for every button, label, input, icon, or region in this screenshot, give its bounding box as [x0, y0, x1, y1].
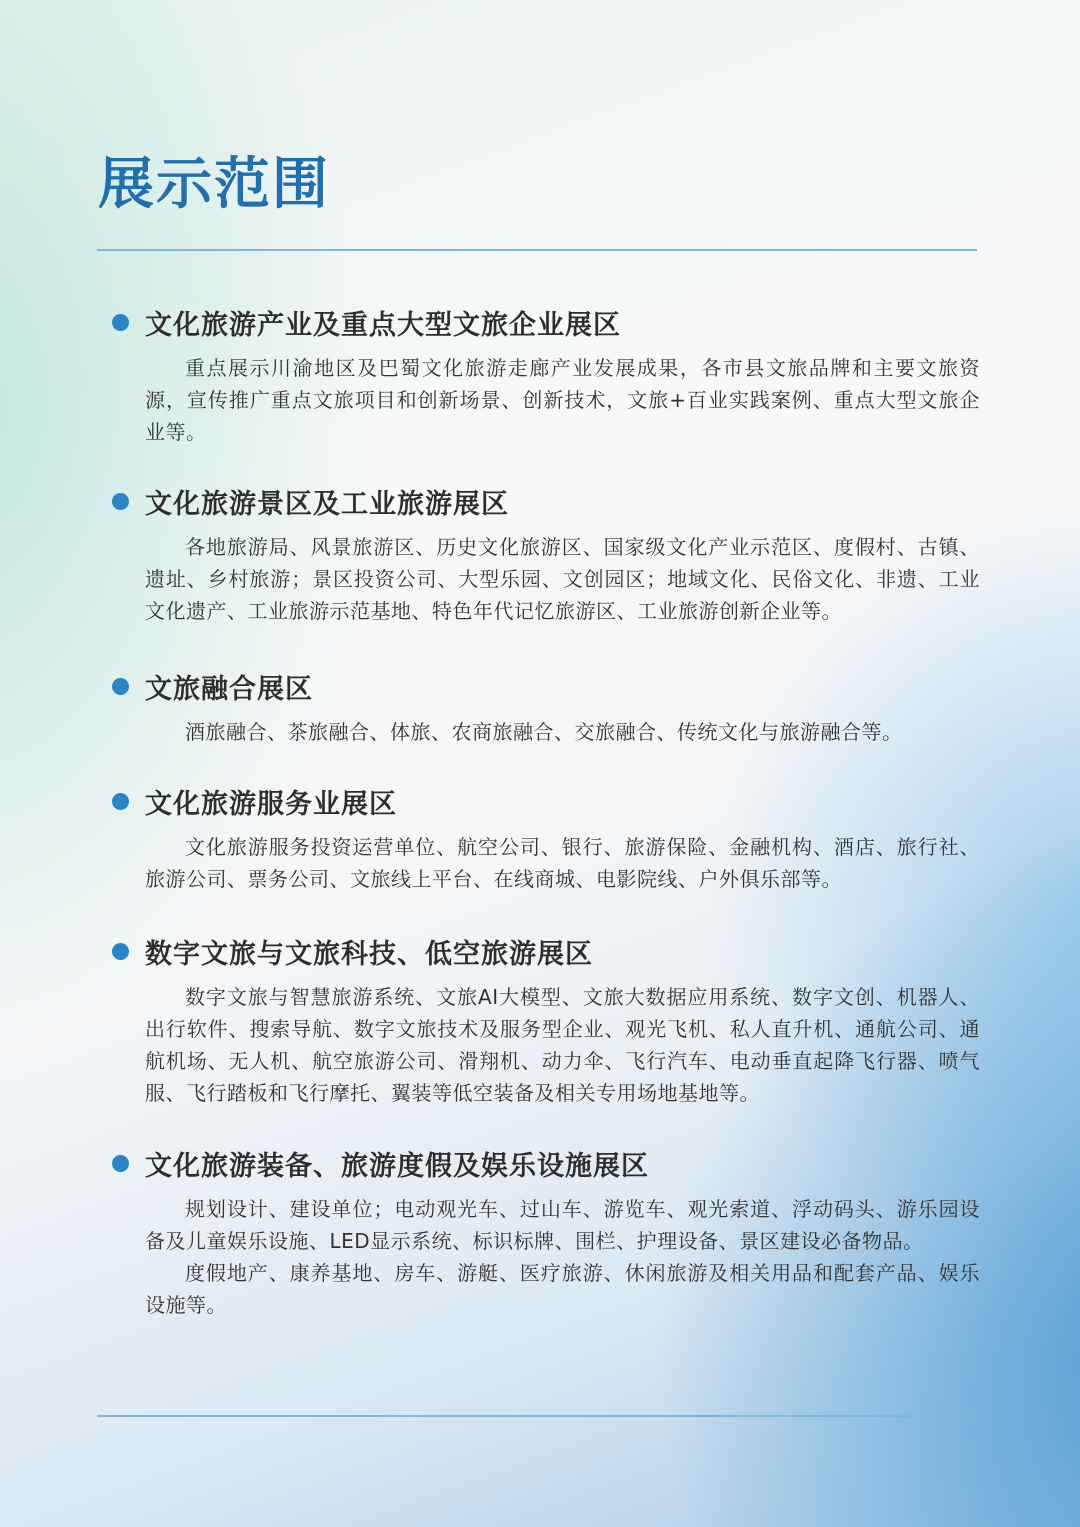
- section-heading: [112, 781, 980, 821]
- section-heading: [112, 1143, 980, 1183]
- section-paragraph: 规划设计、建设单位；电动观光车、过山车、游览车、观光索道、浮动码头、游乐园设备及儿童娱乐设施、LED显示系统、标识标牌、围栏、护理设备、景区建设必备物品。: [145, 1197, 980, 1253]
- bullet-dot-icon: [112, 493, 129, 510]
- page-title: 展示范围: [98, 151, 330, 217]
- section-heading: [112, 481, 980, 521]
- section-equipment: [112, 1143, 980, 1321]
- section-paragraph: 数字文旅与智慧旅游系统、文旅AI大模型、文旅大数据应用系统、数字文创、机器人、出行软件、搜索导航、数字文旅技术及服务型企业、观光飞机、私人直升机、通航公司、通航机场、无人机、航空旅游公司、滑翔机、动力伞、飞行汽车、电动垂直起降飞行器、喷气服、飞行踏板和飞行摩托、翼装等低空装备及相关专用场地基地等。: [145, 985, 980, 1105]
- section-heading: [112, 302, 980, 342]
- bullet-dot-icon: [112, 1155, 129, 1172]
- section-title: 文化旅游服务业展区: [145, 788, 397, 820]
- section-digital: [112, 931, 980, 1109]
- bullet-dot-icon: [112, 943, 129, 960]
- section-paragraph: 重点展示川渝地区及巴蜀文化旅游走廊产业发展成果，各市县文旅品牌和主要文旅资源，宣传推广重点文旅项目和创新场景、创新技术，文旅+百业实践案例、重点大型文旅企业等。: [145, 356, 980, 444]
- section-title: 数字文旅与文旅科技、低空旅游展区: [145, 938, 593, 970]
- section-industry: [112, 302, 980, 448]
- section-fusion: [112, 666, 980, 748]
- bottom-divider: [97, 1415, 977, 1417]
- section-services: [112, 781, 980, 895]
- bullet-dot-icon: [112, 678, 129, 695]
- section-title: 文化旅游装备、旅游度假及娱乐设施展区: [145, 1150, 649, 1182]
- bullet-dot-icon: [112, 314, 129, 331]
- section-paragraph: 度假地产、康养基地、房车、游艇、医疗旅游、休闲旅游及相关用品和配套产品、娱乐设施等。: [145, 1261, 980, 1317]
- section-paragraph: 文化旅游服务投资运营单位、航空公司、银行、旅游保险、金融机构、酒店、旅行社、旅游公司、票务公司、文旅线上平台、在线商城、电影院线、户外俱乐部等。: [145, 835, 980, 891]
- top-divider: [97, 249, 977, 251]
- section-scenic: [112, 481, 980, 627]
- section-title: 文化旅游景区及工业旅游展区: [145, 488, 509, 520]
- section-title: 文化旅游产业及重点大型文旅企业展区: [145, 309, 621, 341]
- section-heading: [112, 666, 980, 706]
- section-title: 文旅融合展区: [145, 673, 313, 705]
- bullet-dot-icon: [112, 793, 129, 810]
- section-paragraph: 酒旅融合、茶旅融合、体旅、农商旅融合、交旅融合、传统文化与旅游融合等。: [185, 720, 903, 744]
- section-heading: [112, 931, 980, 971]
- section-paragraph: 各地旅游局、风景旅游区、历史文化旅游区、国家级文化产业示范区、度假村、古镇、遗址、乡村旅游；景区投资公司、大型乐园、文创园区；地域文化、民俗文化、非遗、工业文化遗产、工业旅游示范基地、特色年代记忆旅游区、工业旅游创新企业等。: [145, 535, 980, 623]
